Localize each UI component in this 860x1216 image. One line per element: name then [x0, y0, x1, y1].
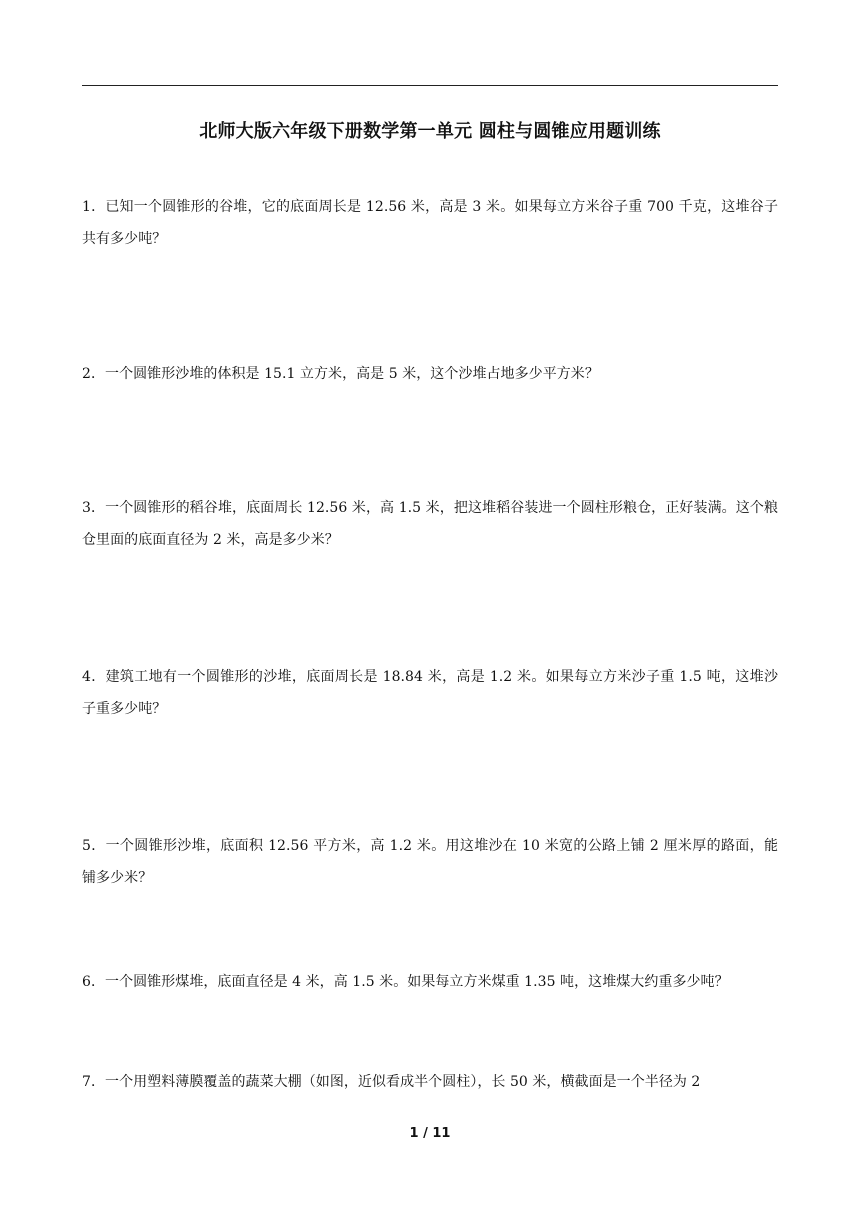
question-text: 一个用塑料薄膜覆盖的蔬菜大棚（如图，近似看成半个圆柱），长 50 米，横截面是一个半径为 2: [105, 1074, 701, 1090]
question-text: 一个圆锥形沙堆，底面积 12.56 平方米，高 1.2 米。用这堆沙在 10 米宽的公路上铺 2 厘米厚的路面，能铺多少米？: [82, 838, 779, 886]
page-number: 1 / 11: [409, 1126, 451, 1141]
question-1: [82, 191, 778, 255]
question-text: 建筑工地有一个圆锥形的沙堆，底面周长是 18.84 米，高是 1.2 米。如果每立方米沙子重 1.5 吨，这堆沙子重多少吨？: [82, 669, 778, 717]
question-text: 一个圆锥形煤堆，底面直径是 4 米，高 1.5 米。如果每立方米煤重 1.35 吨，这堆煤大约重多少吨？: [105, 974, 729, 990]
header-divider: [82, 85, 778, 86]
question-3: [82, 492, 778, 556]
question-2: [82, 358, 778, 390]
question-text: 已知一个圆锥形的谷堆，它的底面周长是 12.56 米，高是 3 米。如果每立方米谷子重 700 千克，这堆谷子共有多少吨？: [82, 199, 778, 247]
question-5: [82, 830, 778, 894]
question-number: 6．: [82, 974, 106, 990]
question-4: [82, 661, 778, 725]
question-number: 5．: [82, 838, 106, 854]
question-7: [82, 1066, 778, 1098]
question-text: 一个圆锥形的稻谷堆，底面周长 12.56 米，高 1.5 米，把这堆稻谷装进一个圆柱形粮仓，正好装满。这个粮仓里面的底面直径为 2 米，高是多少米？: [82, 500, 779, 548]
question-number: 3．: [82, 500, 106, 516]
question-number: 2．: [82, 366, 106, 382]
question-text: 一个圆锥形沙堆的体积是 15.1 立方米，高是 5 米，这个沙堆占地多少平方米？: [105, 366, 599, 382]
document-title: 北师大版六年级下册数学第一单元 圆柱与圆锥应用题训练: [199, 121, 661, 142]
question-number: 7．: [82, 1074, 106, 1090]
question-6: [82, 966, 778, 998]
question-number: 1．: [82, 199, 106, 215]
question-number: 4．: [82, 669, 106, 685]
